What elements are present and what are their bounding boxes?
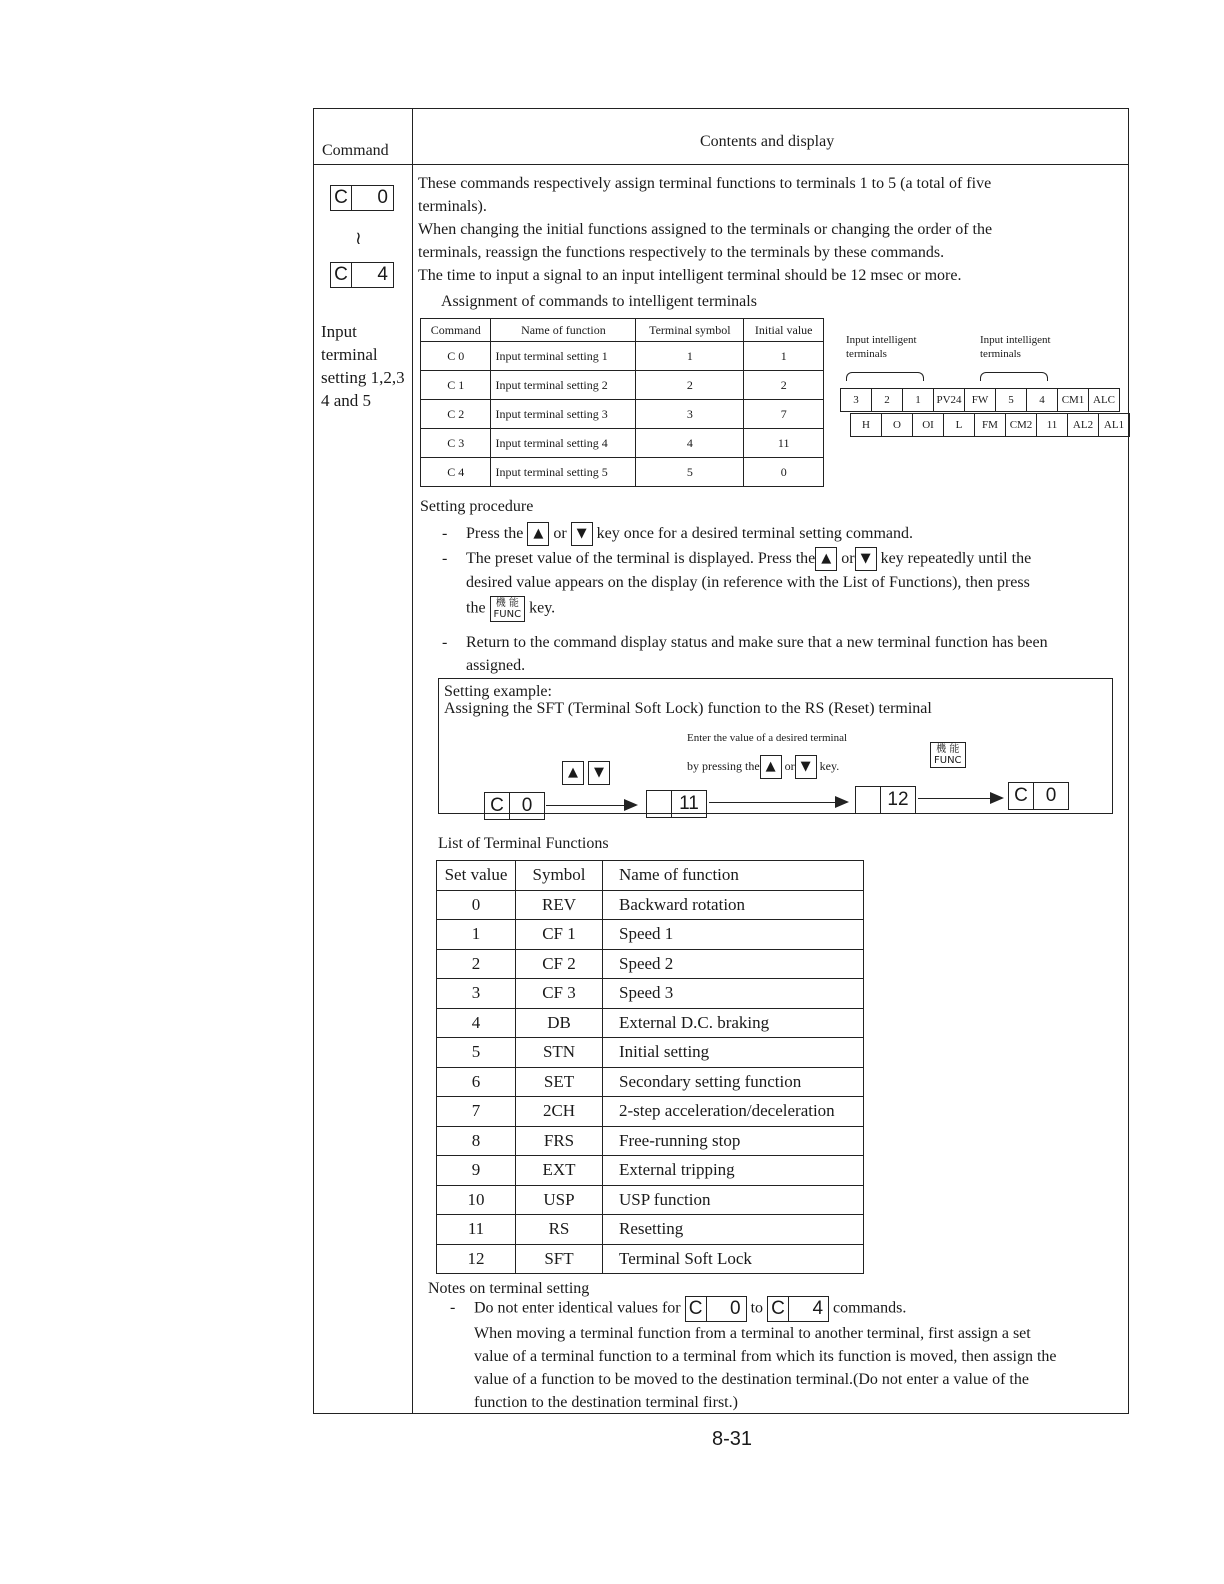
range-tilde: ≀ (355, 228, 362, 248)
table-row (437, 979, 864, 1009)
notes-display-c0: C 0 (685, 1296, 747, 1322)
symbol-cell: USP (516, 1185, 603, 1215)
notes-line-1: - Do not enter identical values for C 0 to C 4 commands. (474, 1296, 906, 1322)
command-display-c4: C 4 (330, 262, 394, 288)
example-func-key (930, 742, 966, 768)
set-value-cell: 12 (437, 1244, 516, 1274)
symbol-cell: DB (516, 1008, 603, 1038)
down-key-icon: ▼ (795, 755, 817, 779)
up-key-icon: ▲ (815, 547, 837, 571)
function-name-cell: Backward rotation (603, 890, 864, 920)
symbol-cell: EXT (516, 1156, 603, 1186)
terminal-bracket (980, 372, 1048, 381)
assignment-table: Command Name of function Terminal symbol Initial value C 0 Input terminal setting 1 1 1 C 1 Input terminal setting 2 2 2 C 2 Input terminal setting 3 3 7 C 3 Input terminal setting 4 4 11 C 4 Input terminal setting 5 5 0 (420, 318, 824, 487)
table-row (437, 1156, 864, 1186)
list-title: List of Terminal Functions (438, 835, 609, 852)
symbol-cell: SFT (516, 1244, 603, 1274)
table-row: C 4 Input terminal setting 5 5 0 (421, 458, 824, 487)
table-row: C 2 Input terminal setting 3 3 7 (421, 400, 824, 429)
function-name-cell: Resetting (603, 1215, 864, 1245)
table-row (437, 1126, 864, 1156)
assign-title: Assignment of commands to intelligent terminals (441, 293, 757, 310)
table-row (437, 1244, 864, 1274)
function-name-cell: Free-running stop (603, 1126, 864, 1156)
table-row (437, 949, 864, 979)
function-name-cell: External tripping (603, 1156, 864, 1186)
set-value-cell: 4 (437, 1008, 516, 1038)
notes-display-c4: C 4 (767, 1296, 829, 1322)
func-key-icon: 機 能 FUNC (490, 596, 526, 622)
table-row (437, 1215, 864, 1245)
table-row (437, 1038, 864, 1068)
up-key-icon: ▲ (527, 522, 549, 546)
example-display-4: C 0 (1008, 782, 1069, 810)
notes-body: When moving a terminal function from a terminal to another terminal, first assign a set value of a terminal function to a terminal from which its function is moved, then assign the value of a function to be moved to the destination terminal.(Do not enter a value of the function to the destination terminal first.) (474, 1325, 1057, 1411)
procedure-step-2: - The preset value of the terminal is displayed. Press the ▲ or ▼ key repeatedly until the desired value appears on the display (in reference with the List of Functions), then press the 機 能 FUNC key. (466, 547, 1126, 622)
arrow-icon (709, 802, 847, 803)
function-name-cell: USP function (603, 1185, 864, 1215)
example-description: Assigning the SFT (Terminal Soft Lock) function to the RS (Reset) terminal (444, 700, 932, 717)
command-display-c0: C 0 (330, 185, 394, 211)
column-divider (412, 108, 413, 1414)
arrow-icon (918, 798, 1002, 799)
table-row: C 1 Input terminal setting 2 2 2 (421, 371, 824, 400)
up-key-icon: ▲ (562, 761, 584, 785)
symbol-cell: CF 3 (516, 979, 603, 1009)
header-divider (313, 164, 1129, 165)
table-row: C 0 Input terminal setting 1 1 1 (421, 342, 824, 371)
set-value-cell: 8 (437, 1126, 516, 1156)
set-value-cell: 3 (437, 979, 516, 1009)
terminal-bracket (846, 372, 924, 381)
example-keys (562, 761, 610, 785)
set-value-cell: 1 (437, 920, 516, 950)
symbol-cell: REV (516, 890, 603, 920)
symbol-cell: CF 1 (516, 920, 603, 950)
table-row (437, 1008, 864, 1038)
table-row (437, 1067, 864, 1097)
contents-header: Contents and display (700, 133, 835, 150)
command-label: Input terminal setting 1,2,3 4 and 5 (321, 322, 405, 410)
table-row (437, 890, 864, 920)
terminals-label-2: Input intelligent terminals (980, 334, 1051, 360)
procedure-step-1: - Press the ▲ or ▼ key once for a desired terminal setting command. (466, 522, 913, 546)
procedure-title: Setting procedure (420, 498, 534, 515)
example-key-hint: by pressing the ▲ or ▼ key. (687, 755, 839, 779)
symbol-cell: 2CH (516, 1097, 603, 1127)
function-name-cell: Speed 3 (603, 979, 864, 1009)
set-value-cell: 10 (437, 1185, 516, 1215)
set-value-cell: 9 (437, 1156, 516, 1186)
example-display-3: 12 (855, 786, 916, 814)
function-name-cell: External D.C. braking (603, 1008, 864, 1038)
page-number: 8-31 (712, 1428, 753, 1450)
terminal-row-1: 3 2 1 PV24 FW 5 4 CM1 ALC (840, 388, 1120, 412)
intro-text: These commands respectively assign terminal functions to terminals 1 to 5 (a total of five terminals). When changing the initial functions assigned to the terminals or changing the order of the terminals, reassign the functions respectively to the terminals by these commands. The time to input a signal to an input intelligent terminal should be 12 msec or more. (418, 175, 993, 284)
symbol-cell: CF 2 (516, 949, 603, 979)
example-enter-hint: Enter the value of a desired terminal (687, 732, 848, 744)
table-row: C 3 Input terminal setting 4 4 11 (421, 429, 824, 458)
function-name-cell: Initial setting (603, 1038, 864, 1068)
down-key-icon: ▼ (588, 761, 610, 785)
down-key-icon: ▼ (855, 547, 877, 571)
arrow-icon (546, 805, 636, 806)
symbol-cell: SET (516, 1067, 603, 1097)
down-key-icon: ▼ (571, 522, 593, 546)
terminal-row-2: H O OI L FM CM2 11 AL2 AL1 (850, 413, 1130, 437)
set-value-cell: 5 (437, 1038, 516, 1068)
table-row (437, 1185, 864, 1215)
example-display-2: 11 (646, 790, 707, 818)
function-name-cell: Speed 1 (603, 920, 864, 950)
table-row (437, 1097, 864, 1127)
symbol-cell: STN (516, 1038, 603, 1068)
terminals-label-1: Input intelligent terminals (846, 334, 917, 360)
function-name-cell: 2-step acceleration/deceleration (603, 1097, 864, 1127)
symbol-cell: RS (516, 1215, 603, 1245)
table-row (437, 920, 864, 950)
function-name-cell: Speed 2 (603, 949, 864, 979)
example-display-1: C 0 (484, 792, 545, 820)
up-key-icon: ▲ (760, 755, 782, 779)
command-header: Command (322, 142, 389, 159)
function-name-cell: Secondary setting function (603, 1067, 864, 1097)
procedure-step-3: - Return to the command display status and make sure that a new terminal function has been assigned. (466, 631, 1126, 677)
functions-table: Set value Symbol Name of function 0 REV Backward rotation 1 CF 1 Speed 1 2 CF 2 Speed 2 3 CF 3 Speed 3 4 DB External D.C. braking 5 STN Initial setting 6 SET Secondary setting function 7 2CH 2-step acceleration/deceleration 8 FRS Free-running stop 9 EXT External tripping 10 USP USP function 11 RS Resetting 12 SFT Terminal Soft Lock (436, 860, 864, 1274)
set-value-cell: 7 (437, 1097, 516, 1127)
func-key-icon: 機 能 FUNC (930, 742, 966, 768)
set-value-cell: 2 (437, 949, 516, 979)
set-value-cell: 11 (437, 1215, 516, 1245)
symbol-cell: FRS (516, 1126, 603, 1156)
set-value-cell: 6 (437, 1067, 516, 1097)
notes-title: Notes on terminal setting (428, 1280, 590, 1297)
set-value-cell: 0 (437, 890, 516, 920)
example-title: Setting example: (444, 683, 552, 700)
function-name-cell: Terminal Soft Lock (603, 1244, 864, 1274)
